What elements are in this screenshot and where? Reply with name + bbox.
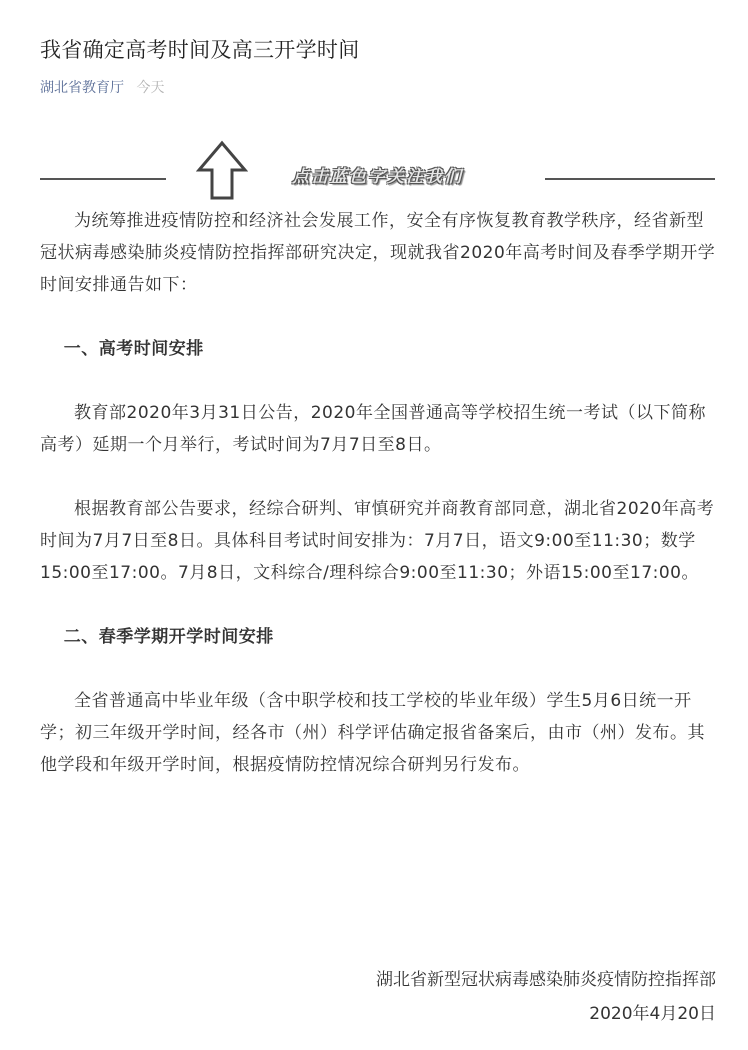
signature-org: 湖北省新型冠状病毒感染肺炎疫情防控指挥部 (376, 970, 716, 990)
intro-paragraph: 为统筹推进疫情防控和经济社会发展工作，安全有序恢复教育教学秩序，经省新型冠状病毒感染肺炎疫情防控指挥部研究决定，现就我省2020年高考时间及春季学期开学时间安排通告如下： (40, 211, 716, 295)
banner-divider-right (545, 178, 715, 180)
signature-date: 2020年4月20日 (589, 1004, 716, 1024)
article-body (40, 205, 718, 781)
up-arrow-icon (196, 140, 248, 202)
article-title: 我省确定高考时间及高三开学时间 (40, 38, 360, 62)
gaokao-paragraph-1: 教育部2020年3月31日公告，2020年全国普通高等学校招生统一考试（以下简称高考）延期一个月举行，考试时间为7月7日至8日。 (40, 403, 706, 455)
signature (376, 963, 716, 1031)
gaokao-paragraph-2: 根据教育部公告要求，经综合研判、审慎研究并商教育部同意，湖北省2020年高考时间为7月7日至8日。具体科目考试时间安排为：7月7日，语文9:00至11:30；数学15:00至17:00。7月8日，文科综合/理科综合9:00至11:30；外语15:00至17:00。 (40, 499, 715, 583)
section-heading-gaokao: 一、高考时间安排 (63, 339, 204, 359)
publish-time: 今天 (136, 80, 165, 96)
section-heading-school-opening: 二、春季学期开学时间安排 (63, 627, 274, 647)
author-link[interactable]: 湖北省教育厅 (40, 80, 124, 96)
banner-divider-left (40, 178, 166, 180)
follow-us-text[interactable]: 点击蓝色字关注我们 (292, 167, 463, 187)
follow-banner[interactable] (0, 130, 748, 210)
article-meta (40, 78, 164, 98)
school-opening-paragraph: 全省普通高中毕业年级（含中职学校和技工学校的毕业年级）学生5月6日统一开学；初三年级开学时间，经各市（州）科学评估确定报省备案后，由市（州）发布。其他学段和年级开学时间，根据疫情防控情况综合研判另行发布。 (40, 691, 705, 775)
